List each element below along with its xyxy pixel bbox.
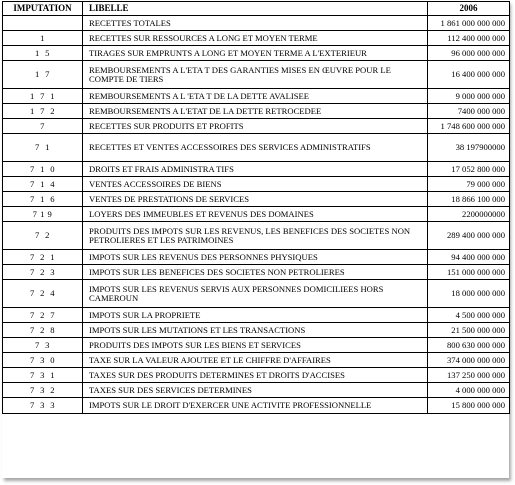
amount-cell: 4 500 000 000 xyxy=(428,308,510,323)
imputation-cell: 1 xyxy=(3,31,83,46)
imputation-cell: 7 1 4 xyxy=(3,177,83,192)
imputation-cell: 7 3 1 xyxy=(3,368,83,383)
imputation-cell: 1 7 2 xyxy=(3,104,83,119)
amount-cell: 96 000 000 000 xyxy=(428,46,510,61)
header-libelle: LIBELLE xyxy=(83,2,428,16)
imputation-cell: 7 1 6 xyxy=(3,192,83,207)
table-row xyxy=(3,222,510,250)
amount-cell: 289 400 000 000 xyxy=(428,222,510,250)
libelle-cell: TIRAGES SUR EMPRUNTS A LONG ET MOYEN TERME A L'EXTERIEUR xyxy=(83,46,428,61)
table-row xyxy=(3,119,510,134)
amount-cell: 9 000 000 000 xyxy=(428,89,510,104)
libelle-cell: RECETTES TOTALES xyxy=(83,16,428,31)
amount-cell: 112 400 000 000 xyxy=(428,31,510,46)
amount-cell: 16 400 000 000 xyxy=(428,61,510,89)
libelle-cell: RECETTES ET VENTES ACCESSOIRES DES SERVICES ADMINISTRATIFS xyxy=(83,134,428,162)
amount-cell: 137 250 000 000 xyxy=(428,368,510,383)
amount-cell: 15 800 000 000 xyxy=(428,398,510,414)
libelle-cell: IMPOTS SUR LA PROPRIETE xyxy=(83,308,428,323)
table-row xyxy=(3,353,510,368)
imputation-cell: 1 5 xyxy=(3,46,83,61)
amount-cell: 38 197900000 xyxy=(428,134,510,162)
table-row xyxy=(3,338,510,353)
table-row xyxy=(3,31,510,46)
table-row xyxy=(3,46,510,61)
amount-cell: 1 748 600 000 000 xyxy=(428,119,510,134)
imputation-cell: 7 3 2 xyxy=(3,383,83,398)
table-row xyxy=(3,134,510,162)
amount-cell: 18 866 100 000 xyxy=(428,192,510,207)
table-row xyxy=(3,89,510,104)
budget-table xyxy=(2,1,510,414)
imputation-cell: 7 2 8 xyxy=(3,323,83,338)
libelle-cell: LOYERS DES IMMEUBLES ET REVENUS DES DOMAINES xyxy=(83,207,428,222)
imputation-cell: 7 1 9 xyxy=(3,207,83,222)
amount-cell: 1 861 000 000 000 xyxy=(428,16,510,31)
imputation-cell: 7 3 0 xyxy=(3,353,83,368)
table-row xyxy=(3,280,510,308)
libelle-cell: IMPOTS SUR LES BENEFICES DES SOCIETES NON PETROLIERES xyxy=(83,265,428,280)
amount-cell: 4 000 000 000 xyxy=(428,383,510,398)
imputation-cell xyxy=(3,16,83,31)
amount-cell: 21 500 000 000 xyxy=(428,323,510,338)
amount-cell: 79 000 000 xyxy=(428,177,510,192)
imputation-cell: 7 2 4 xyxy=(3,280,83,308)
table-row xyxy=(3,398,510,414)
table-row xyxy=(3,104,510,119)
table-row xyxy=(3,383,510,398)
table-row xyxy=(3,177,510,192)
imputation-cell: 7 xyxy=(3,119,83,134)
imputation-cell: 7 2 1 xyxy=(3,250,83,265)
libelle-cell: REMBOURSEMENTS A L'ETAT DE LA DETTE RETROCEDEE xyxy=(83,104,428,119)
imputation-cell: 7 3 3 xyxy=(3,398,83,414)
amount-cell: 800 630 000 000 xyxy=(428,338,510,353)
amount-cell: 18 000 000 000 xyxy=(428,280,510,308)
amount-cell: 94 400 000 000 xyxy=(428,250,510,265)
table-row xyxy=(3,323,510,338)
imputation-cell: 1 7 xyxy=(3,61,83,89)
table-row xyxy=(3,192,510,207)
libelle-cell: PRODUITS DES IMPOTS SUR LES BIENS ET SERVICES xyxy=(83,338,428,353)
table-row xyxy=(3,368,510,383)
table-body xyxy=(3,16,510,414)
libelle-cell: RECETTES SUR PRODUITS ET PROFITS xyxy=(83,119,428,134)
header-year: 2006 xyxy=(428,2,510,16)
libelle-cell: PRODUITS DES IMPOTS SUR LES REVENUS, LES BENEFICES DES SOCIETES NON PETROLIERES ET LES PATRIMOINES xyxy=(83,222,428,250)
imputation-cell: 7 2 xyxy=(3,222,83,250)
amount-cell: 7400 000 000 xyxy=(428,104,510,119)
imputation-cell: 7 2 7 xyxy=(3,308,83,323)
libelle-cell: DROITS ET FRAIS ADMINISTRA TIFS xyxy=(83,162,428,177)
table-row xyxy=(3,207,510,222)
budget-table-frame xyxy=(2,1,509,478)
imputation-cell: 1 7 1 xyxy=(3,89,83,104)
imputation-cell: 7 3 xyxy=(3,338,83,353)
imputation-cell: 7 2 3 xyxy=(3,265,83,280)
libelle-cell: REMBOURSEMENTS A L 'ETA T DE LA DETTE AVALISEE xyxy=(83,89,428,104)
table-row xyxy=(3,308,510,323)
amount-cell: 2200000000 xyxy=(428,207,510,222)
amount-cell: 151 000 000 000 xyxy=(428,265,510,280)
libelle-cell: IMPOTS SUR LES MUTATIONS ET LES TRANSACTIONS xyxy=(83,323,428,338)
libelle-cell: IMPOTS SUR LE DROIT D'EXERCER UNE ACTIVITE PROFESSIONNELLE xyxy=(83,398,428,414)
libelle-cell: TAXES SUR DES PRODUITS DETERMINES ET DROITS D'ACCISES xyxy=(83,368,428,383)
table-row xyxy=(3,16,510,31)
libelle-cell: REMBOURSEMENTS A L'ETA T DES GARANTIES MISES EN ŒUVRE POUR LE COMPTE DE TIERS xyxy=(83,61,428,89)
table-row xyxy=(3,265,510,280)
libelle-cell: VENTES DE PRESTATIONS DE SERVICES xyxy=(83,192,428,207)
table-row xyxy=(3,250,510,265)
libelle-cell: VENTES ACCESSOIRES DE BIENS xyxy=(83,177,428,192)
table-row xyxy=(3,61,510,89)
libelle-cell: TAXES SUR DES SERVICES DETERMINES xyxy=(83,383,428,398)
amount-cell: 17 052 800 000 xyxy=(428,162,510,177)
table-row xyxy=(3,162,510,177)
libelle-cell: IMPOTS SUR LES REVENUS SERVIS AUX PERSONNES DOMICILIEES HORS CAMEROUN xyxy=(83,280,428,308)
imputation-cell: 7 1 xyxy=(3,134,83,162)
header-imputation: IMPUTATION xyxy=(3,2,83,16)
table-header-row xyxy=(3,2,510,16)
libelle-cell: IMPOTS SUR LES REVENUS DES PERSONNES PHYSIQUES xyxy=(83,250,428,265)
amount-cell: 374 000 000 000 xyxy=(428,353,510,368)
libelle-cell: RECETTES SUR RESSOURCES A LONG ET MOYEN TERME xyxy=(83,31,428,46)
imputation-cell: 7 1 0 xyxy=(3,162,83,177)
libelle-cell: TAXE SUR LA VALEUR AJOUTEE ET LE CHIFFRE D'AFFAIRES xyxy=(83,353,428,368)
